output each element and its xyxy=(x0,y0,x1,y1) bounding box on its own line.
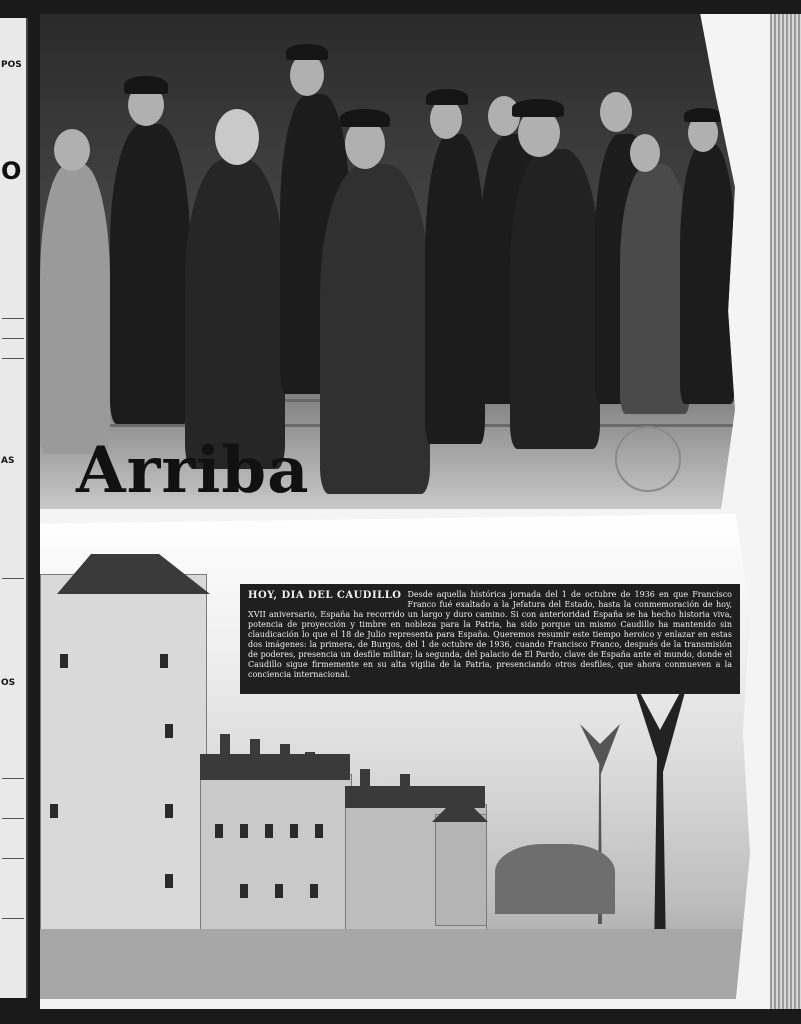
caption-body: Desde aquella histórica jornada del 1 de octubre de 1936 en que Francisco Franco fué exaltado a la Jefatura del Estado, hasta la conmemoración de hoy, XVII aniversario, España ha recorrido un largo y duro camino. Si con anterioridad España se ha hecho historia viva, potencia de proyección y timbre en nobleza para la Patria, ha sido porque un mismo Caudillo ha mantenido sin claudicación lo que el 18 de Julio representa para España. Queremos resumir este tiempo heroico y enlazar en estas dos imágenes: la primera, de Burgos, del 1 de octubre de 1936, cuando Francisco Franco, después de la transmisión de poderes, presencia un desfile militar; la segunda, del palacio de El Pardo, clave de España ante el mundo, donde el Caudillo sigue firmemente en su alta vigilia de la Patria, presenciando otros desfiles, que ahora conmueven a la conciencia internacional. xyxy=(248,590,732,679)
caption-headline: HOY, DIA DEL CAUDILLO xyxy=(248,590,402,601)
adjacent-page-fragment: POS xyxy=(1,60,22,70)
masthead-title: Arriba xyxy=(76,433,310,508)
palace-courtyard xyxy=(40,929,750,999)
library-stamp xyxy=(615,426,681,492)
adjacent-page-edge xyxy=(0,18,28,998)
newspaper-page xyxy=(40,14,772,1009)
caption-box xyxy=(240,584,740,694)
adjacent-page-fragment: OS xyxy=(1,678,16,688)
page-stack-edge xyxy=(770,14,801,1009)
adjacent-page-fragment: AS xyxy=(1,456,15,466)
adjacent-page-fragment: O xyxy=(1,157,22,185)
